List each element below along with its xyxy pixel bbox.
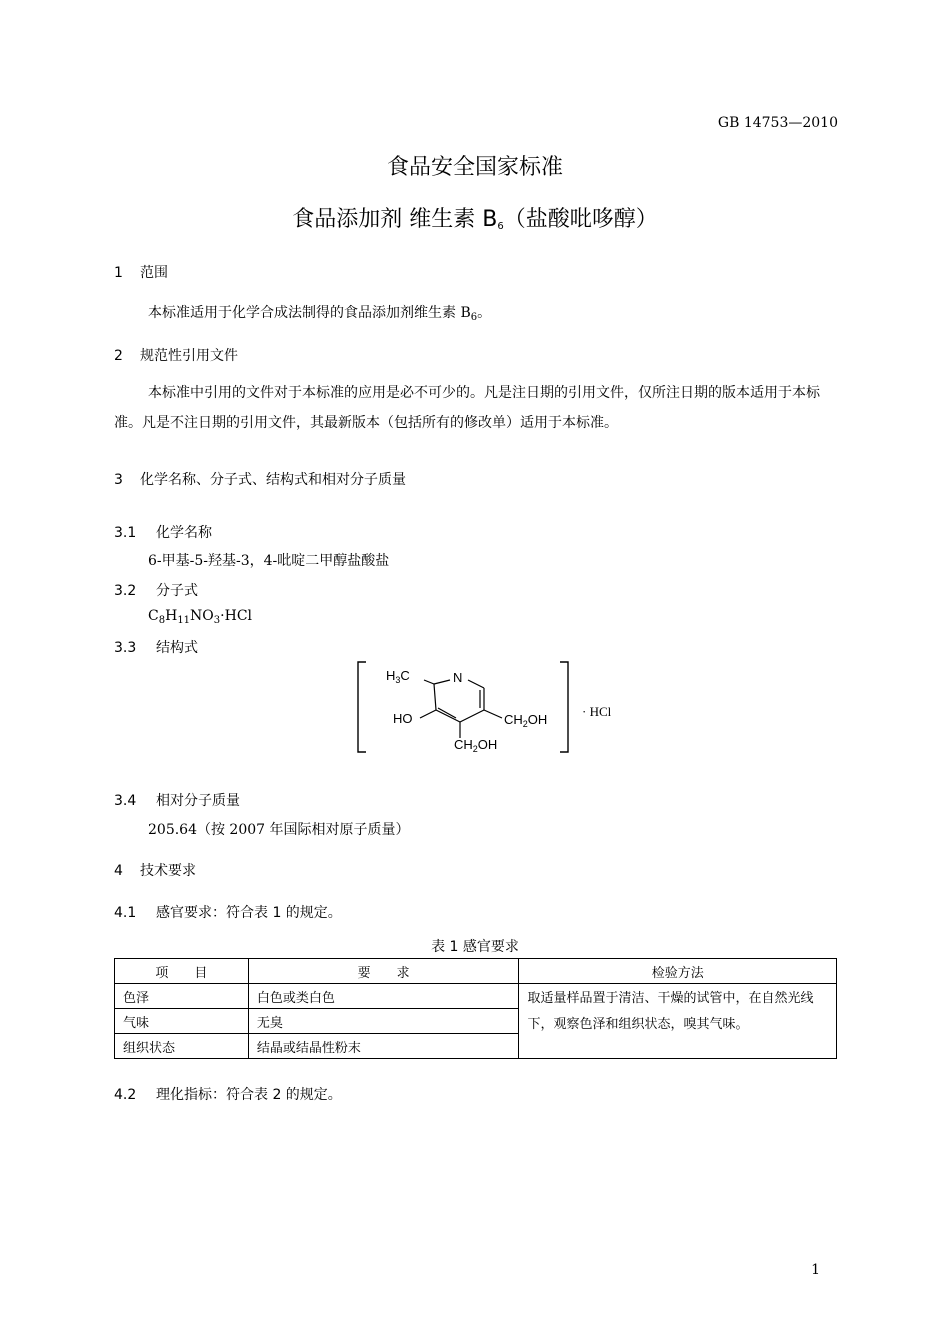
formula-c-count: 8 [158, 615, 166, 626]
hcl-label: · HCl [582, 704, 612, 719]
header-requirement: 要 求 [248, 959, 519, 984]
section-title: 化学名称、分子式、结构式和相对分子质量 [140, 472, 406, 488]
subtitle-main: 食品添加剂 维生素 B [292, 207, 498, 232]
subtitle-tail: （盐酸吡哆醇） [503, 207, 658, 232]
section-4-heading [114, 860, 196, 880]
formula-c: C [148, 608, 159, 624]
row-item: 色泽 [115, 984, 249, 1009]
subtitle-sub: 6 [497, 221, 504, 232]
table-row [115, 984, 837, 1009]
section-title: 感官要求：符合表 1 的规定。 [156, 905, 342, 921]
section-3-1-heading [114, 522, 212, 542]
section-2-heading [114, 345, 238, 365]
standard-number: GB 14753—2010 [717, 115, 838, 131]
pyridine-ring [420, 680, 502, 738]
formula-o-count: 3 [213, 615, 221, 626]
section-number: 4.2 [114, 1087, 137, 1103]
section-1-text-main: 本标准适用于化学合成法制得的食品添加剂维生素 B [148, 305, 471, 321]
sensory-requirements-table [114, 958, 837, 1059]
section-title: 化学名称 [156, 525, 212, 541]
row-requirement: 无臭 [248, 1009, 519, 1034]
formula-no: NO [190, 608, 214, 624]
methyl-group: $H_3C$ [386, 668, 410, 685]
section-number: 4.1 [114, 905, 137, 921]
header-item: 项 目 [115, 959, 249, 984]
chemical-name: 6-甲基-5-羟基-3，4-吡啶二甲醇盐酸盐 [148, 553, 390, 569]
page-number: 1 [811, 1262, 820, 1278]
formula-hcl: ·HCl [220, 608, 253, 624]
section-number: 3.2 [114, 583, 137, 599]
section-number: 1 [114, 265, 123, 281]
formula-h: H [165, 608, 178, 624]
section-1-text [114, 298, 838, 328]
section-3-2-heading [114, 580, 198, 600]
section-4-1-heading [114, 902, 342, 922]
section-title: 范围 [140, 265, 168, 281]
section-title: 结构式 [156, 640, 198, 656]
section-number: 2 [114, 348, 123, 364]
section-title: 技术要求 [140, 863, 196, 879]
row-item: 气味 [115, 1009, 249, 1034]
molecular-weight: 205.64（按 2007 年国际相对原子质量） [148, 822, 410, 838]
document-title: 食品安全国家标准 [386, 155, 563, 180]
row-item: 组织状态 [115, 1034, 249, 1059]
section-1-heading [114, 262, 168, 282]
table-1-caption: 表 1 感官要求 [431, 939, 519, 955]
section-title: 理化指标：符合表 2 的规定。 [156, 1087, 342, 1103]
hydroxymethyl-group-right: $CH_2OH$ [504, 712, 548, 729]
section-1-text-tail: 。 [477, 305, 492, 321]
header-method: 检验方法 [519, 959, 837, 984]
test-method: 取适量样品置于清洁、干燥的试管中，在自然光线下，观察色泽和组织状态，嗅其气味。 [519, 984, 837, 1059]
structural-formula [356, 660, 636, 754]
nitrogen-atom: N [453, 670, 463, 685]
molecular-formula [148, 608, 252, 624]
left-bracket [358, 662, 366, 752]
section-4-2-heading [114, 1084, 342, 1104]
right-bracket [560, 662, 568, 752]
section-number: 3.4 [114, 793, 137, 809]
section-number: 3.1 [114, 525, 137, 541]
section-3-4-heading [114, 790, 240, 810]
section-title: 相对分子质量 [156, 793, 240, 809]
section-number: 3 [114, 472, 123, 488]
section-title: 分子式 [156, 583, 198, 599]
row-requirement: 白色或类白色 [248, 984, 519, 1009]
section-3-3-heading [114, 637, 198, 657]
hydroxyl-group: HO [393, 711, 413, 726]
row-requirement: 结晶或结晶性粉末 [248, 1034, 519, 1059]
hydroxymethyl-group-bottom: $CH_2OH$ [454, 737, 498, 754]
section-3-heading [114, 469, 406, 489]
section-number: 3.3 [114, 640, 137, 656]
section-2-text: 本标准中引用的文件对于本标准的应用是必不可少的。凡是注日期的引用文件，仅所注日期的版本适用于本标准。凡是不注日期的引用文件，其最新版本（包括所有的修改单）适用于本标准。 [114, 385, 820, 431]
section-1-text-sub: 6 [470, 312, 478, 323]
section-title: 规范性引用文件 [140, 348, 238, 364]
section-number: 4 [114, 863, 123, 879]
formula-h-count: 11 [177, 615, 191, 626]
table-header-row [115, 959, 837, 984]
document-subtitle [0, 202, 950, 233]
